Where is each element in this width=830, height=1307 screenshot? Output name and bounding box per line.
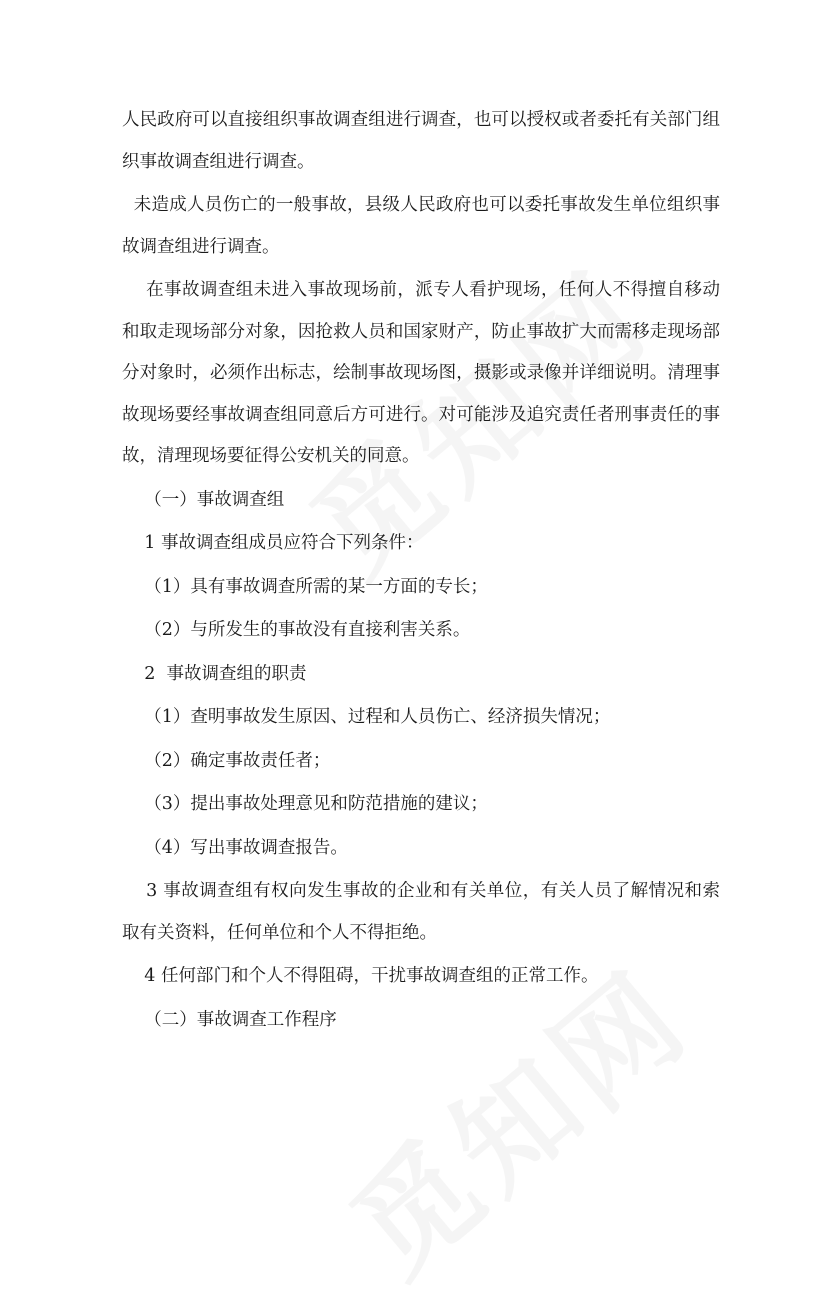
list-item-1-1: （1）具有事故调查所需的某一方面的专长；: [122, 576, 488, 597]
list-item-1-2: （2）与所发生的事故没有直接利害关系。: [122, 620, 471, 640]
list-item-1: 1 事故调查组成员应符合下列条件：: [122, 533, 424, 553]
list-item-2-4: （4）写出事故调查报告。: [122, 837, 348, 858]
list-item-2-3: （3）提出事故处理意见和防范措施的建议；: [122, 794, 488, 814]
paragraph-general-accident: 未造成人员伤亡的一般事故，县级人民政府也可以委托事故发生单位组织事故调查组进行调查。: [122, 195, 720, 257]
document-body: [122, 100, 720, 1043]
list-item-2-2: （2）确定事故责任者；: [122, 750, 331, 771]
heading-section-2: （二）事故调查工作程序: [122, 1009, 337, 1030]
list-item-2: 2 事故调查组的职责: [122, 663, 307, 684]
heading-section-1: （一）事故调查组: [122, 489, 285, 510]
list-item-2-1: （1）查明事故发生原因、过程和人员伤亡、经济损失情况；: [122, 707, 611, 727]
list-item-3: 3 事故调查组有权向发生事故的企业和有关单位，有关人员了解情况和索取有关资料，任何单位和个人不得拒绝。: [122, 881, 720, 943]
paragraph-intro-continuation: 人民政府可以直接组织事故调查组进行调查，也可以授权或者委托有关部门组织事故调查组进行调查。: [122, 110, 720, 172]
list-item-4: 4 任何部门和个人不得阻碍，干扰事故调查组的正常工作。: [122, 966, 599, 986]
paragraph-scene-protection: 在事故调查组未进入事故现场前，派专人看护现场，任何人不得擅自移动和取走现场部分对象，因抢救人员和国家财产，防止事故扩大而需移走现场部分对象时，必须作出标志，绘制事故现场图，摄影或录像并详细说明。清理事故现场要经事故调查组同意后方可进行。对可能涉及追究责任者刑事责任的事故，清理现场要征得公安机关的同意。: [122, 280, 720, 466]
